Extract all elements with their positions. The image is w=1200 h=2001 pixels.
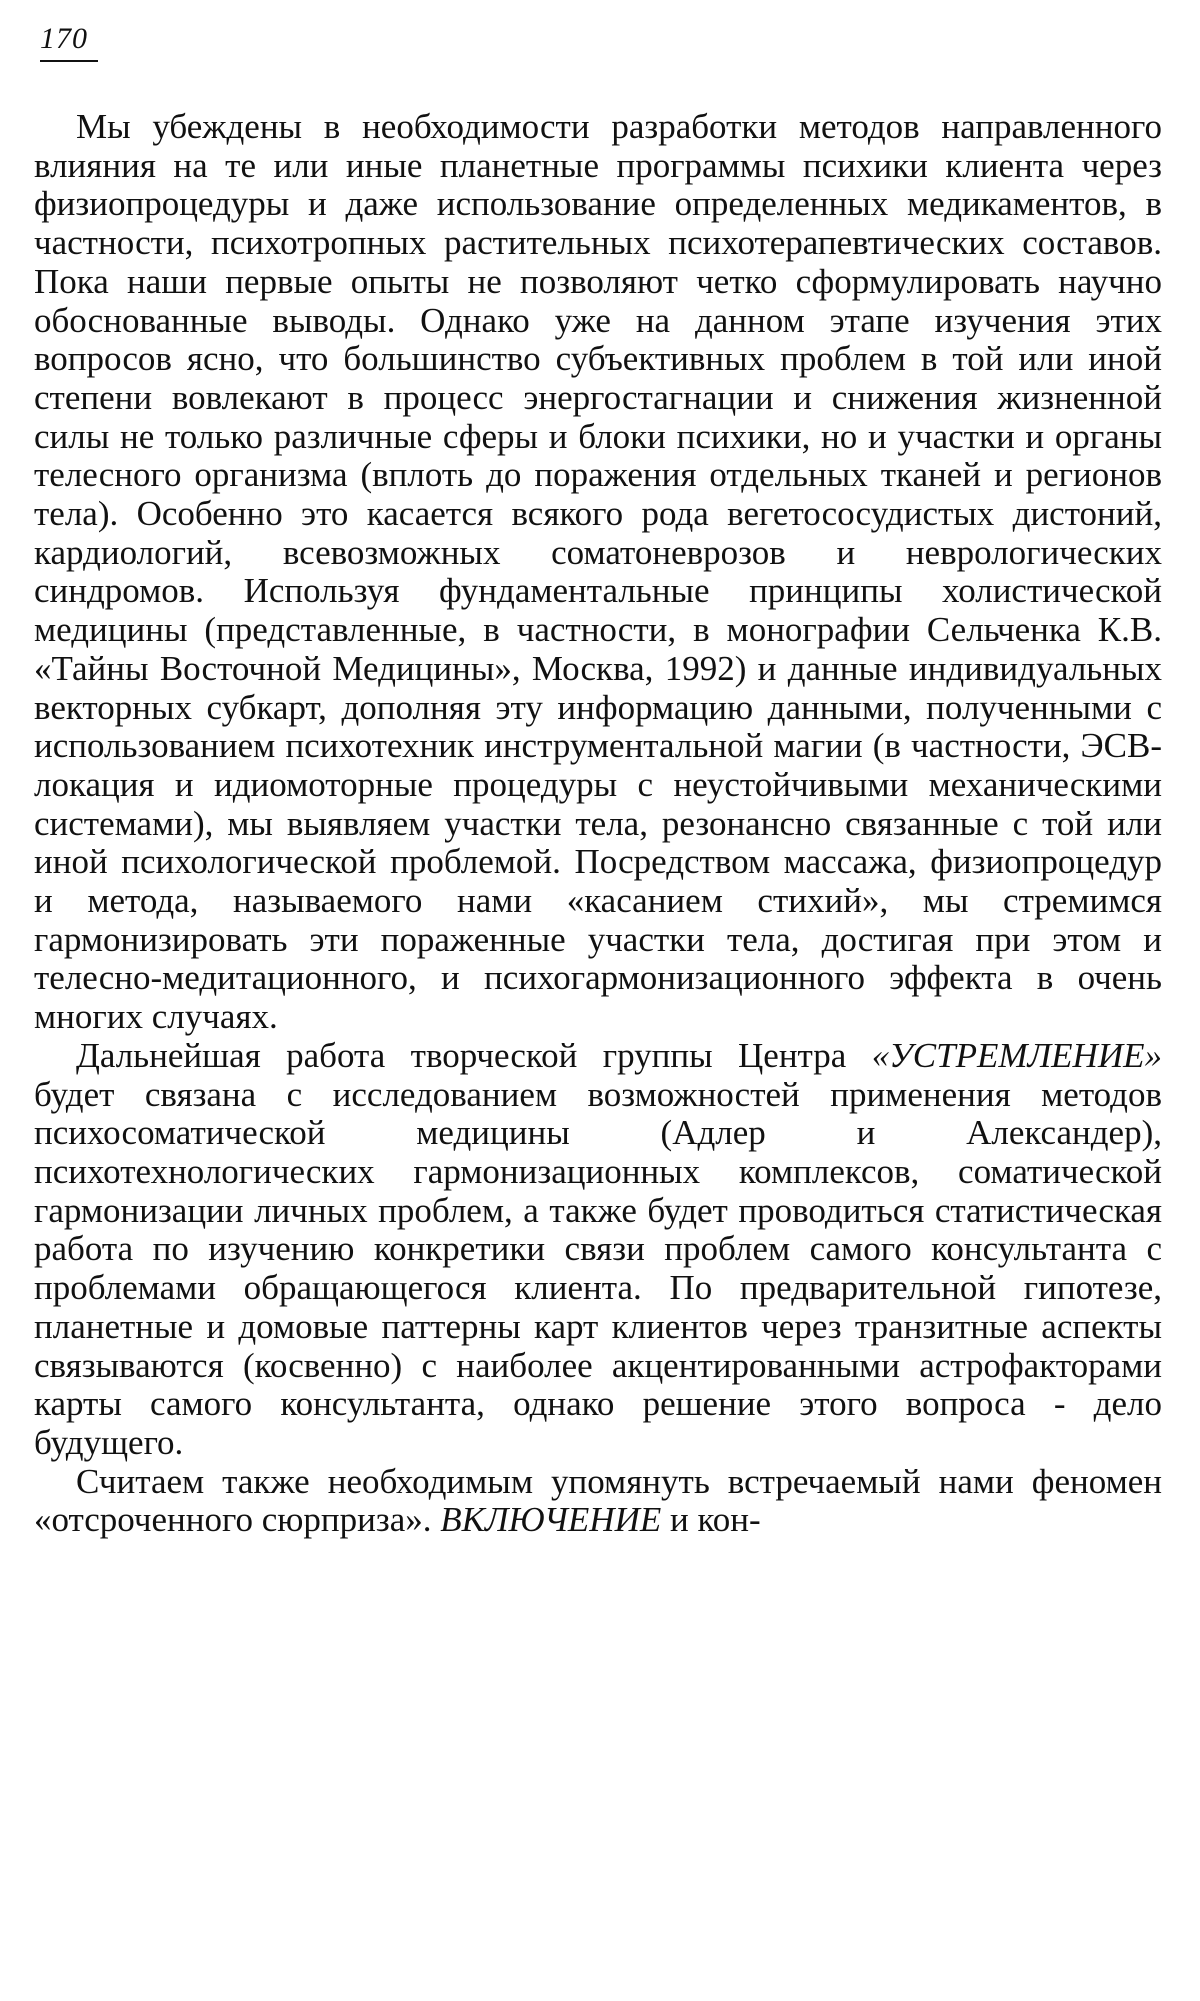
- paragraph-text: Считаем также необходимым упомянуть встречаемый нами феномен «отсроченного сюрприза».: [34, 1461, 1162, 1540]
- center-name-emphasis: «УСТРЕМЛЕНИЕ»: [871, 1035, 1162, 1075]
- paragraph-text: и кон-: [661, 1500, 761, 1540]
- paragraph-delayed-surprise: [34, 1463, 1162, 1540]
- term-emphasis: ВКЛЮЧЕНИЕ: [440, 1500, 662, 1540]
- paragraph-text: будет связана с исследованием возможностей применения методов психосоматической медицины (Адлер и Александер), психотехнологических гармонизационных комплексов, соматической гармонизации личных проблем, а также будет проводиться статистическая работа по изучению конкретики связи проблем самого консультанта с проблемами обращающегося клиента. По предварительной гипотезе, планетные и домовые паттерны карт клиентов через транзитные аспекты связываются (косвенно) с наиболее акцентированными астрофакторами карты самого консультанта, однако решение этого вопроса - дело будущего.: [34, 1074, 1162, 1462]
- page-number: 170: [40, 22, 98, 62]
- paragraph-text: Мы убеждены в необходимости разработки методов направленного влияния на те или иные планетные программы психики клиента через физиопроцедуры и даже использование определенных медикаментов, в частности, психотропных растительных психотерапевтических составов. Пока наши первые опыты не позволяют четко сформулировать научно обоснованные выводы. Однако уже на данном этапе изучения этих вопросов ясно, что большинство субъективных проблем в той или иной степени вовлекают в процесс энергостагнации и снижения жизненной силы не только различные сферы и блоки психики, но и участки и органы телесного организма (вплоть до поражения отдельных тканей и регионов тела). Особенно это касается всякого рода вегетососудистых дистоний, кардиологий, всевозможных соматоневрозов и неврологических синдромов. Используя фундаментальные принципы холистической медицины (представленные, в частности, в монографии Сельченка К.В. «Тайны Восточной Медицины», Москва, 1992) и данные индивидуальных векторных субкарт, дополняя эту информацию данными, полученными с использованием психотехник инструментальной магии (в частности, ЭСВ-локация и идиомоторные процедуры с неустойчивыми механическими системами), мы выявляем участки тела, резонансно связанные с той или иной психологической проблемой. Посредством массажа, физиопроцедур и метода, называемого нами «касанием стихий», мы стремимся гармонизировать эти пораженные участки тела, достигая при этом и телесно-медитационного, и психогармонизационного эффекта в очень многих случаях.: [34, 107, 1162, 1037]
- body-text: [34, 108, 1162, 1540]
- paragraph-methods: [34, 108, 1162, 1037]
- paragraph-text: Дальнейшая работа творческой группы Центра: [76, 1035, 872, 1075]
- paragraph-future-work: [34, 1037, 1162, 1463]
